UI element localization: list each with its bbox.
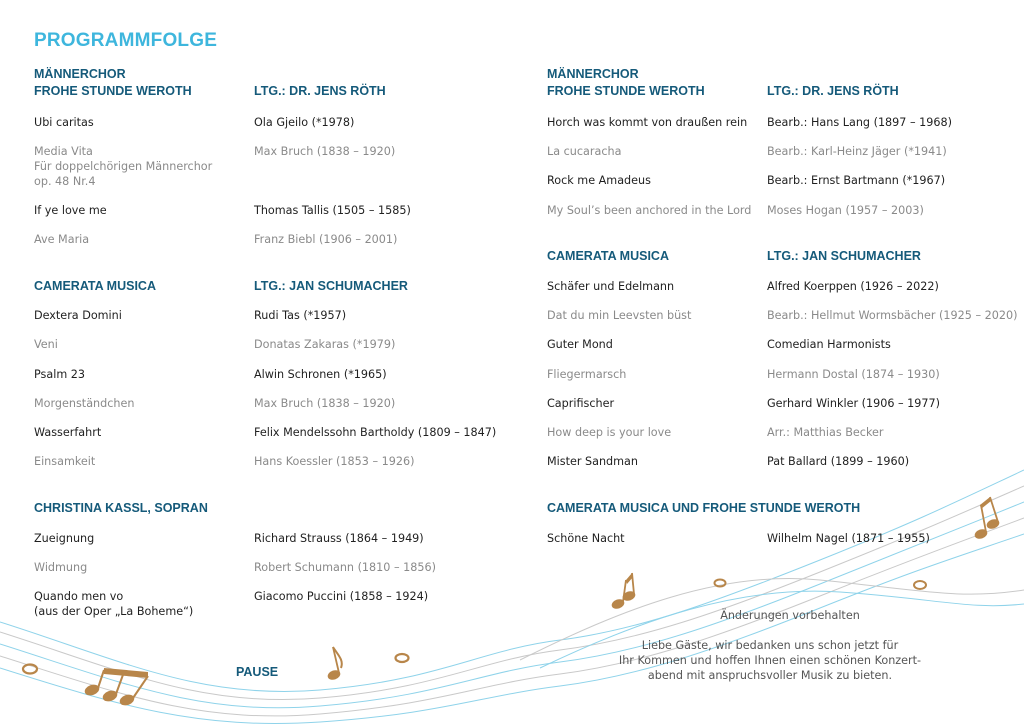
composer: Bearb.: Karl-Heinz Jäger (*1941): [767, 145, 947, 158]
section-heading: FROHE STUNDE WEROTH: [547, 84, 705, 98]
composer: Thomas Tallis (1505 – 1585): [254, 204, 411, 217]
composer: Arr.: Matthias Becker: [767, 426, 884, 439]
whole-note-icon: [23, 665, 37, 674]
piece-title: How deep is your love: [547, 426, 672, 439]
piece-title: Caprifischer: [547, 397, 615, 410]
piece-title: Dextera Domini: [34, 309, 122, 322]
piece-subtitle: (aus der Oper „La Boheme“): [34, 605, 194, 618]
conductor-heading: LTG.: JAN SCHUMACHER: [254, 279, 408, 293]
piece-title: Media Vita: [34, 145, 93, 158]
music-note-icon: [611, 598, 625, 610]
piece-title: Dat du min Leevsten büst: [547, 309, 692, 322]
piece-subtitle: Für doppelchörigen Männerchor: [34, 160, 213, 173]
piece-title: Guter Mond: [547, 338, 613, 351]
composer: Felix Mendelssohn Bartholdy (1809 – 1847): [254, 426, 497, 439]
piece-title: Mister Sandman: [547, 455, 639, 468]
section-heading: CHRISTINA KASSL, SOPRAN: [34, 501, 208, 515]
piece-title: Schäfer und Edelmann: [547, 280, 675, 293]
composer: Bearb.: Hans Lang (1897 – 1968): [767, 116, 952, 129]
composer: Robert Schumann (1810 – 1856): [254, 561, 436, 574]
music-note-icon: [986, 518, 1000, 530]
section-heading: CAMERATA MUSICA: [34, 279, 156, 293]
composer: Rudi Tas (*1957): [254, 309, 347, 322]
piece-title: Ave Maria: [34, 233, 90, 246]
piece-title: Wasserfahrt: [34, 426, 102, 439]
thanks-text-line: abend mit anspruchsvoller Musik zu bieten.: [647, 669, 893, 682]
whole-note-icon: [715, 580, 726, 587]
composer: Franz Biebl (1906 – 2001): [254, 233, 398, 246]
piece-title: Veni: [34, 338, 58, 351]
composer: Hermann Dostal (1874 – 1930): [767, 368, 940, 381]
piece-subtitle: op. 48 Nr.4: [34, 175, 96, 188]
whole-note-icon: [914, 581, 926, 589]
composer: Gerhard Winkler (1906 – 1977): [767, 397, 940, 410]
section-heading: MÄNNERCHOR: [547, 67, 639, 81]
composer: Alfred Koerppen (1926 – 2022): [767, 280, 939, 293]
music-note-icon: [622, 590, 636, 602]
composer: Hans Koessler (1853 – 1926): [254, 455, 415, 468]
thanks-text-line: Ihr Kommen und hoffen Ihnen einen schönen Konzert-: [618, 654, 922, 667]
piece-title: Quando men vo: [34, 590, 124, 603]
section-heading: MÄNNERCHOR: [34, 67, 126, 81]
composer: Max Bruch (1838 – 1920): [254, 397, 396, 410]
conductor-heading: LTG.: DR. JENS RÖTH: [767, 84, 899, 98]
composer: Bearb.: Hellmut Wormsbächer (1925 – 2020): [767, 309, 1018, 322]
piece-title: Fliegermarsch: [547, 368, 627, 381]
composer: Ola Gjeilo (*1978): [254, 116, 355, 129]
piece-title: My Soul’s been anchored in the Lord: [547, 204, 752, 217]
piece-title: Horch was kommt von draußen rein: [547, 116, 748, 129]
composer: Richard Strauss (1864 – 1949): [254, 532, 424, 545]
page-title: PROGRAMMFOLGE: [34, 30, 218, 51]
section-heading: CAMERATA MUSICA: [547, 249, 669, 263]
composer: Alwin Schronen (*1965): [254, 368, 387, 381]
piece-title: Ubi caritas: [34, 116, 94, 129]
piece-title: Morgenständchen: [34, 397, 135, 410]
conductor-heading: LTG.: JAN SCHUMACHER: [767, 249, 921, 263]
section-heading: FROHE STUNDE WEROTH: [34, 84, 192, 98]
piece-title: Rock me Amadeus: [547, 174, 651, 187]
composer: Moses Hogan (1957 – 2003): [767, 204, 924, 217]
section-heading: CAMERATA MUSICA UND FROHE STUNDE WEROTH: [547, 501, 861, 515]
changes-notice: Änderungen vorbehalten: [720, 609, 860, 622]
conductor-heading: LTG.: DR. JENS RÖTH: [254, 84, 386, 98]
music-note-icon: [102, 689, 118, 702]
music-note-icon: [119, 693, 135, 706]
composer: Comedian Harmonists: [767, 338, 891, 351]
piece-title: Zueignung: [34, 532, 95, 545]
composer: Wilhelm Nagel (1871 – 1955): [767, 532, 930, 545]
composer: Max Bruch (1838 – 1920): [254, 145, 396, 158]
composer: Giacomo Puccini (1858 – 1924): [254, 590, 429, 603]
eighth-note-icon: [327, 669, 341, 681]
music-note-icon: [974, 528, 988, 540]
piece-title: Einsamkeit: [34, 455, 96, 468]
staff-line: [0, 534, 1024, 724]
piece-title: Schöne Nacht: [547, 532, 625, 545]
composer: Bearb.: Ernst Bartmann (*1967): [767, 174, 946, 187]
piece-title: Psalm 23: [34, 368, 86, 381]
piece-title: La cucaracha: [547, 145, 622, 158]
whole-note-icon: [396, 654, 409, 662]
piece-title: If ye love me: [34, 204, 107, 217]
composer: Pat Ballard (1899 – 1960): [767, 455, 910, 468]
composer: Donatas Zakaras (*1979): [254, 338, 396, 351]
music-note-icon: [84, 683, 100, 696]
pause-label: PAUSE: [236, 665, 279, 679]
thanks-text-line: Liebe Gäste, wir bedanken uns schon jetzt für: [641, 639, 899, 652]
piece-title: Widmung: [34, 561, 88, 574]
